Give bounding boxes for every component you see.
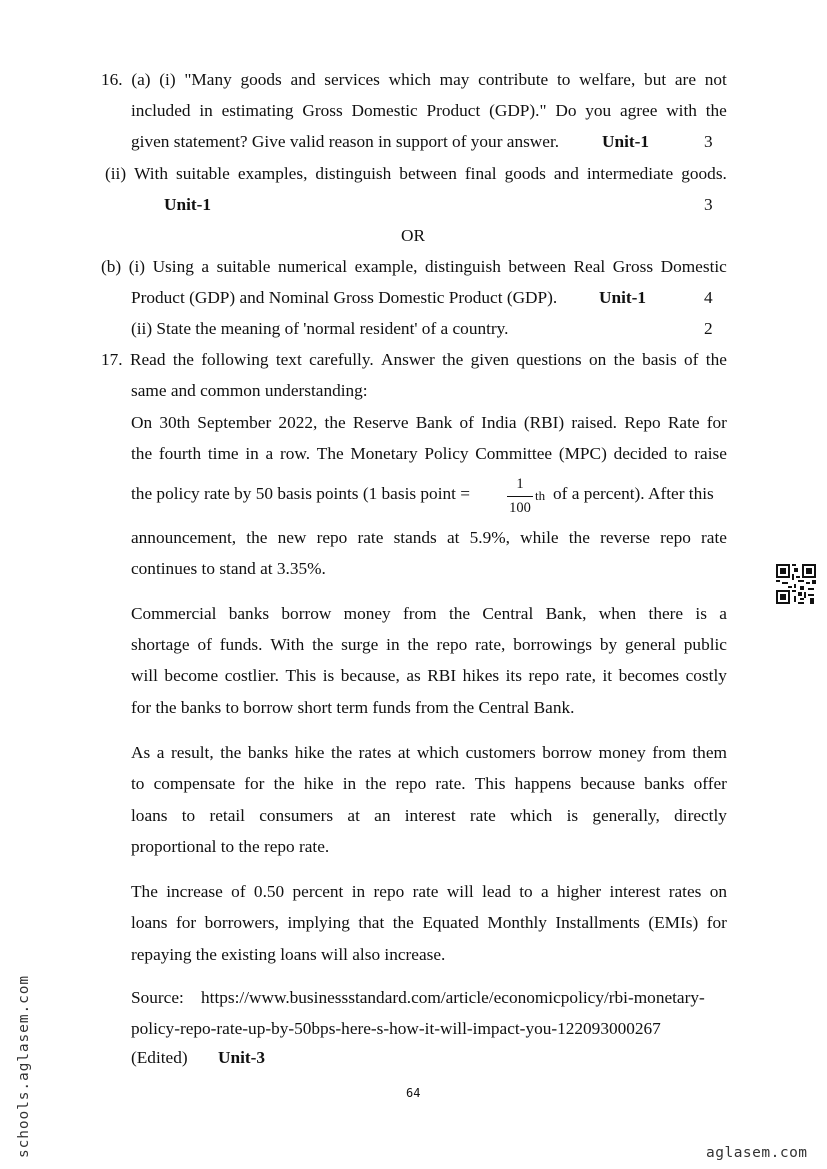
q16-a-ii-marks: 3 — [704, 195, 713, 214]
passage-p2-line4: for the banks to borrow short term funds from the Central Bank. — [131, 698, 575, 717]
q16-a-i-marks: 3 — [704, 132, 713, 151]
word: not — [704, 70, 727, 89]
word: 2022, — [278, 413, 318, 432]
passage-p3-line4: proportional to the repo rate. — [131, 837, 330, 856]
word: banks — [247, 743, 289, 762]
word: time — [207, 444, 239, 463]
word: implying — [287, 913, 350, 932]
word: the — [365, 774, 387, 793]
word: 30th — [159, 413, 191, 432]
word: them — [692, 743, 727, 762]
word: offer — [693, 774, 727, 793]
word: basis — [642, 350, 677, 369]
word: given — [470, 350, 510, 369]
word: for — [706, 413, 727, 432]
word: Bank, — [545, 604, 587, 623]
word: lead — [482, 882, 511, 901]
word: from — [652, 743, 686, 762]
q16-line8: (ii) State the meaning of 'normal resident' of a country. — [131, 319, 509, 338]
q16-line3: given statement? Give valid reason in support of your answer. — [131, 132, 560, 151]
word: a — [719, 604, 727, 623]
word: new — [277, 528, 307, 547]
word: September — [197, 413, 272, 432]
word: percent — [292, 882, 344, 901]
word: result, — [170, 743, 214, 762]
word: rate, — [475, 635, 506, 654]
word: Using — [152, 257, 194, 276]
word: for — [244, 774, 265, 793]
word: generally, — [592, 806, 660, 825]
word: which — [510, 806, 553, 825]
word: RBI — [427, 666, 457, 685]
word: text — [275, 350, 302, 369]
word: Central — [482, 604, 534, 623]
word: money — [598, 743, 646, 762]
passage-p1-line1 — [131, 413, 727, 433]
word: rates — [668, 882, 702, 901]
word: to — [519, 882, 533, 901]
word: of — [231, 882, 246, 901]
word: its — [505, 666, 522, 685]
word: for — [175, 913, 197, 932]
word: Bank — [415, 413, 453, 432]
word: a — [541, 882, 549, 901]
word: (GDP)." — [489, 101, 547, 120]
word: (a) — [131, 70, 151, 89]
word: is — [566, 806, 579, 825]
word: (i) — [159, 70, 176, 89]
word: to — [131, 774, 145, 793]
word: the — [331, 743, 353, 762]
source-label: Source: — [131, 988, 184, 1007]
word: Monthly — [487, 913, 547, 932]
word: estimating — [221, 101, 294, 120]
word: with — [666, 101, 697, 120]
word: in — [245, 444, 259, 463]
word: at — [446, 528, 460, 547]
word: in — [342, 774, 357, 793]
word: With — [270, 635, 305, 654]
passage-p3-line3 — [131, 806, 727, 826]
q16-b-ii-marks: 2 — [704, 319, 713, 338]
word: in — [386, 635, 400, 654]
word: and — [290, 70, 316, 89]
word: rate, — [565, 666, 596, 685]
word: is — [322, 666, 335, 685]
word: (EMIs) — [648, 913, 699, 932]
word: of — [197, 635, 212, 654]
word: 5.9%, — [469, 528, 510, 547]
q16-line1 — [101, 70, 727, 90]
word: a — [201, 257, 210, 276]
word: between — [508, 257, 566, 276]
word: repo — [528, 666, 560, 685]
watermark-bottom: aglasem.com — [706, 1145, 808, 1161]
q16-line4 — [105, 164, 727, 184]
word: Committee — [475, 444, 553, 463]
word: Policy — [424, 444, 469, 463]
word: in — [351, 882, 366, 901]
word: repo — [316, 528, 348, 547]
word: carefully. — [309, 350, 374, 369]
word: Domestic — [660, 257, 727, 276]
word: 16. — [101, 70, 123, 89]
word: (i) — [128, 257, 146, 276]
fraction-numerator: 1 — [516, 476, 524, 492]
word: Gross — [612, 257, 654, 276]
word: rate — [701, 528, 727, 547]
page-number: 64 — [406, 1086, 421, 1100]
word: surge — [341, 635, 379, 654]
q17-line1 — [101, 350, 727, 370]
word: With — [134, 164, 169, 183]
passage-p4-line3: repaying the existing loans will also increase. — [131, 945, 446, 964]
word: a — [265, 444, 274, 463]
word: rates — [358, 743, 392, 762]
word: you — [585, 101, 612, 120]
word: an — [374, 806, 391, 825]
word: public — [683, 635, 727, 654]
passage-p2-line3 — [131, 666, 727, 686]
word: happens — [514, 774, 572, 793]
word: of — [684, 350, 699, 369]
word: by — [599, 635, 618, 654]
word: Equated — [422, 913, 479, 932]
word: because, — [340, 666, 400, 685]
word: the — [392, 913, 414, 932]
word: loans — [131, 913, 168, 932]
word: from — [403, 604, 437, 623]
word: repo — [373, 882, 405, 901]
word: questions — [516, 350, 582, 369]
word: shortage — [131, 635, 190, 654]
q16-a-i-unit: Unit-1 — [602, 132, 650, 151]
word: directly — [674, 806, 727, 825]
word: as — [406, 666, 421, 685]
word: the — [568, 528, 590, 547]
word: reverse — [600, 528, 650, 547]
word: money — [343, 604, 391, 623]
word: Reserve — [352, 413, 409, 432]
passage-p1-line5: continues to stand at 3.35%. — [131, 559, 326, 578]
word: Repo — [624, 413, 661, 432]
word: raised. — [571, 413, 617, 432]
word: loans — [131, 806, 168, 825]
word: hike — [294, 743, 325, 762]
word: will — [131, 666, 158, 685]
word: (b) — [101, 257, 122, 276]
word: a — [156, 743, 165, 762]
passage-p1-line3-pre: the policy rate by 50 basis points (1 basis point = — [131, 484, 471, 503]
word: Commercial — [131, 604, 217, 623]
word: becomes — [618, 666, 680, 685]
word: Installments — [555, 913, 640, 932]
word: the — [324, 413, 346, 432]
word: banks — [644, 774, 685, 793]
basis-point-fraction — [505, 476, 535, 516]
word: borrowings — [513, 635, 592, 654]
word: the — [705, 101, 727, 120]
word: to — [674, 444, 688, 463]
word: This — [285, 666, 317, 685]
word: borrow — [281, 604, 332, 623]
word: is — [695, 604, 707, 623]
word: contribute — [478, 70, 549, 89]
word: rate — [469, 806, 496, 825]
fraction-denominator: 100 — [509, 500, 531, 516]
word: suitable — [216, 257, 271, 276]
word: the — [705, 350, 727, 369]
passage-p3-line2 — [131, 774, 727, 794]
word: The — [316, 444, 344, 463]
word: to — [181, 806, 196, 825]
word: numerical — [277, 257, 348, 276]
word: row. — [279, 444, 311, 463]
word: the — [613, 350, 635, 369]
word: may — [439, 70, 470, 89]
word: Real — [573, 257, 606, 276]
word: final — [464, 164, 497, 183]
q16-b-i-marks: 4 — [704, 288, 713, 307]
word: rate — [412, 882, 439, 901]
word: Rate — [667, 413, 700, 432]
word: On — [131, 413, 153, 432]
word: This — [474, 774, 506, 793]
word: will — [446, 882, 474, 901]
word: examples, — [237, 164, 308, 183]
fraction-suffix: th — [535, 488, 546, 503]
word: the — [312, 635, 334, 654]
word: rate. — [435, 774, 466, 793]
word: which — [388, 70, 431, 89]
word: interest — [609, 882, 661, 901]
word: it — [602, 666, 613, 685]
word: there — [648, 604, 684, 623]
word: the — [442, 350, 464, 369]
word: repo — [660, 528, 691, 547]
word: become — [164, 666, 219, 685]
word: costly — [685, 666, 727, 685]
word: 17. — [101, 350, 123, 369]
passage-p3-line1 — [131, 743, 727, 763]
word: general — [625, 635, 676, 654]
word: suitable — [176, 164, 230, 183]
word: because — [580, 774, 636, 793]
word: when — [598, 604, 637, 623]
word: banks — [228, 604, 270, 623]
word: to — [556, 70, 571, 89]
word: stands — [393, 528, 437, 547]
word: are — [674, 70, 696, 89]
word: repo — [395, 774, 427, 793]
word: at — [347, 806, 360, 825]
word: while — [520, 528, 559, 547]
word: hike — [303, 774, 334, 793]
q17-unit: Unit-3 — [218, 1048, 266, 1067]
word: services — [324, 70, 380, 89]
q16-a-ii-unit: Unit-1 — [164, 195, 212, 214]
word: Product — [426, 101, 481, 120]
passage-p2-line2 — [131, 635, 727, 655]
word: increase — [166, 882, 223, 901]
word: goods. — [681, 164, 727, 183]
passage-p2-line1 — [131, 604, 727, 624]
passage-p4-line1 — [131, 882, 727, 902]
word: agree — [619, 101, 658, 120]
word: rate — [357, 528, 384, 547]
word: the — [246, 528, 268, 547]
word: Answer — [381, 350, 435, 369]
watermark-side: schools.aglasem.com — [16, 975, 32, 1158]
word: of — [459, 413, 474, 432]
word: consumers — [259, 806, 334, 825]
word: (ii) — [105, 164, 127, 183]
word: borrowers, — [204, 913, 279, 932]
word: distinguish — [424, 257, 501, 276]
passage-p1-line4 — [131, 528, 727, 548]
word: on — [589, 350, 607, 369]
word: for — [706, 913, 727, 932]
word: hikes — [462, 666, 500, 685]
word: (RBI) — [523, 413, 565, 432]
edited-note: (Edited) — [131, 1048, 188, 1067]
word: customers — [465, 743, 536, 762]
word: example, — [354, 257, 418, 276]
word: goods — [504, 164, 546, 183]
passage-p1-line2 — [131, 444, 727, 464]
word: the — [220, 743, 242, 762]
passage-p1-line3-post: of a percent). After this — [553, 484, 714, 503]
word: compensate — [153, 774, 236, 793]
fraction-bar — [507, 496, 533, 497]
word: on — [709, 882, 727, 901]
word: higher — [557, 882, 602, 901]
word: borrow — [542, 743, 593, 762]
source-url-line1[interactable]: https://www.businessstandard.com/article/economicpolicy/rbi-monetary- — [201, 988, 705, 1007]
word: and — [553, 164, 579, 183]
word: Gross — [302, 101, 343, 120]
word: distinguish — [315, 164, 392, 183]
word: Do — [555, 101, 577, 120]
word: Read — [129, 350, 166, 369]
word: raise — [694, 444, 727, 463]
or-divider: OR — [401, 226, 426, 245]
word: "Many — [184, 70, 232, 89]
word: but — [644, 70, 667, 89]
source-url-line2[interactable]: policy-repo-rate-up-by-50bps-here-s-how-it-will-impact-you-122093000267 — [131, 1019, 661, 1038]
word: the — [131, 444, 153, 463]
qr-code-icon — [776, 564, 816, 604]
word: goods — [240, 70, 282, 89]
word: decided — [613, 444, 668, 463]
word: 0.50 — [253, 882, 285, 901]
q17-line2: same and common understanding: — [131, 381, 368, 400]
word: the — [407, 635, 429, 654]
word: (MPC) — [558, 444, 607, 463]
q16-line2 — [131, 101, 727, 121]
word: included — [131, 101, 191, 120]
word: As — [131, 743, 151, 762]
word: India — [481, 413, 517, 432]
word: Monetary — [350, 444, 418, 463]
word: the — [273, 774, 295, 793]
word: between — [399, 164, 457, 183]
word: announcement, — [131, 528, 237, 547]
word: that — [358, 913, 385, 932]
word: intermediate — [586, 164, 674, 183]
q16-line7: Product (GDP) and Nominal Gross Domestic Product (GDP). — [131, 288, 558, 307]
word: at — [397, 743, 411, 762]
word: which — [416, 743, 460, 762]
word: interest — [404, 806, 456, 825]
word: funds. — [219, 635, 263, 654]
word: following — [201, 350, 269, 369]
word: The — [131, 882, 158, 901]
word: in — [199, 101, 213, 120]
word: the — [448, 604, 471, 623]
word: welfare, — [579, 70, 636, 89]
word: retail — [209, 806, 245, 825]
word: the — [172, 350, 194, 369]
word: repo — [436, 635, 468, 654]
passage-p4-line2 — [131, 913, 727, 933]
q16-line6 — [101, 257, 727, 277]
word: Domestic — [351, 101, 418, 120]
word: fourth — [158, 444, 202, 463]
q16-b-i-unit: Unit-1 — [599, 288, 647, 307]
word: costlier. — [224, 666, 279, 685]
